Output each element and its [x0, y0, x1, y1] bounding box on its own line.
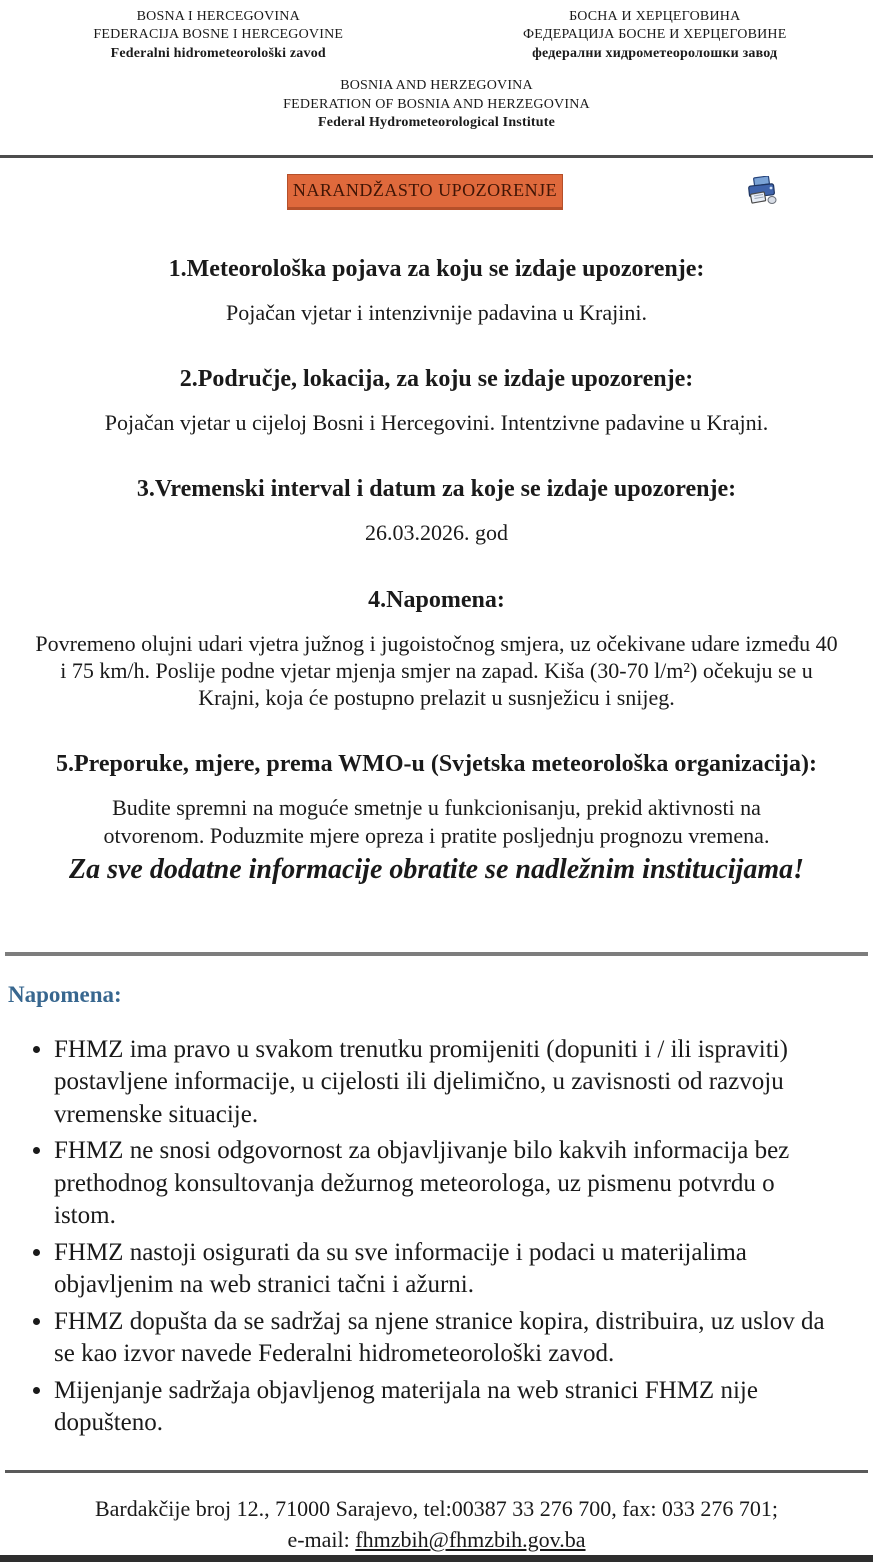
- org-country-cyrillic: БОСНА И ХЕРЦЕГОВИНА: [437, 8, 873, 26]
- warning-sections: [0, 230, 873, 926]
- disclaimer-item: • FHMZ dopušta da se sadržaj sa njene stranice kopira, distribuira, uz uslov da se kao izvor navede Federalni hidrometeorološki zavod.: [54, 1306, 836, 1371]
- org-country-english: BOSNIA AND HERZEGOVINA: [0, 77, 873, 95]
- org-federation-bosnian: FEDERACIJA BOSNE I HERCEGOVINE: [0, 26, 437, 44]
- disclaimer-item: • FHMZ nastoji osigurati da su sve informacije i podaci u materijalima objavljenim na web stranici tačni i ažurni.: [54, 1237, 836, 1302]
- section-interval: [0, 476, 873, 546]
- disclaimer-block: [0, 956, 873, 1444]
- printer-icon: [746, 176, 778, 209]
- section-remark: [0, 587, 873, 712]
- section-phenomenon-body: Pojačan vjetar i intenzivnije padavina u Krajini.: [37, 299, 837, 326]
- print-button[interactable]: [744, 176, 780, 210]
- section-area: [0, 366, 873, 436]
- header-divider: [0, 155, 873, 158]
- org-country-bosnian: BOSNA I HERCEGOVINA: [0, 8, 437, 26]
- orange-warning-badge: NARANDŽASTO UPOZORENJE: [287, 174, 563, 210]
- section-recommendations-heading: 5.Preporuke, mjere, prema WMO-u (Svjetska meteorološka organizacija):: [7, 751, 867, 778]
- disclaimer-item: • FHMZ ne snosi odgovornost za objavljivanje bilo kakvih informacija bez prethodnog konsultovanja dežurnog meteorologa, uz pismenu potvrdu o istom.: [54, 1135, 836, 1233]
- banner-row: [0, 174, 873, 230]
- contact-institutions-note: Za sve dodatne informacije obratite se nadležnim institucijama!: [67, 853, 807, 886]
- section-phenomenon: [0, 256, 873, 326]
- disclaimer-item: • Mijenjanje sadržaja objavljenog materijala na web stranici FHMZ nije dopušteno.: [54, 1375, 836, 1440]
- section-recommendations-body: Budite spremni na moguće smetnje u funkcionisanju, prekid aktivnosti na otvorenom. Poduzmite mjere opreza i pratite posljednju prognozu vremena.: [77, 794, 797, 849]
- section-interval-date: 26.03.2026. god: [37, 519, 837, 546]
- org-header-cyrillic: [437, 8, 873, 63]
- org-institute-english: Federal Hydrometeorological Institute: [0, 114, 873, 132]
- section-phenomenon-heading: 1.Meteorološka pojava za koju se izdaje upozorenje:: [7, 256, 867, 283]
- footer-email-label: e-mail:: [287, 1527, 355, 1552]
- org-institute-bosnian: Federalni hidrometeorološki zavod: [0, 45, 437, 63]
- section-remark-heading: 4.Napomena:: [7, 587, 867, 614]
- section-area-body: Pojačan vjetar u cijeloj Bosni i Hercegovini. Intentzivne padavine u Krajni.: [37, 409, 837, 436]
- disclaimer-heading: Napomena:: [8, 982, 863, 1008]
- contact-footer: [0, 1473, 873, 1555]
- org-federation-english: FEDERATION OF BOSNIA AND HERZEGOVINA: [0, 96, 873, 114]
- disclaimer-list: [36, 1034, 863, 1440]
- section-remark-body: Povremeno olujni udari vjetra južnog i jugoistočnog smjera, uz očekivane udare između 40 i 75 km/h. Poslije podne vjetar mjenja smjer na zapad. Kiša (30-70 l/m²) očekuju se u Krajni, koja će postupno prelazit u susnježicu i snijeg.: [33, 630, 841, 712]
- org-federation-cyrillic: ФЕДЕРАЦИЈА БОСНЕ И ХЕРЦЕГОВИНЕ: [437, 26, 873, 44]
- org-header-bosnian: [0, 8, 437, 63]
- section-interval-heading: 3.Vremenski interval i datum za koje se izdaje upozorenje:: [7, 476, 867, 503]
- bottom-edge-bar: [0, 1555, 873, 1562]
- footer-email-link[interactable]: fhmzbih@fhmzbih.gov.ba: [355, 1527, 585, 1552]
- org-header-english: [0, 77, 873, 132]
- disclaimer-item: • FHMZ ima pravo u svakom trenutku promijeniti (dopuniti i / ili ispraviti) postavljene informacije, u cijelosti ili djelimično, u zavisnosti od razvoju vremenske situacije.: [54, 1034, 836, 1132]
- org-institute-cyrillic: федерални хидрометеоролошки завод: [437, 45, 873, 63]
- org-header: [0, 0, 873, 133]
- section-recommendations: [0, 751, 873, 886]
- footer-address: Bardakčije broj 12., 71000 Sarajevo, tel:00387 33 276 700, fax: 033 276 701;: [95, 1496, 778, 1521]
- section-area-heading: 2.Područje, lokacija, za koju se izdaje upozorenje:: [7, 366, 867, 393]
